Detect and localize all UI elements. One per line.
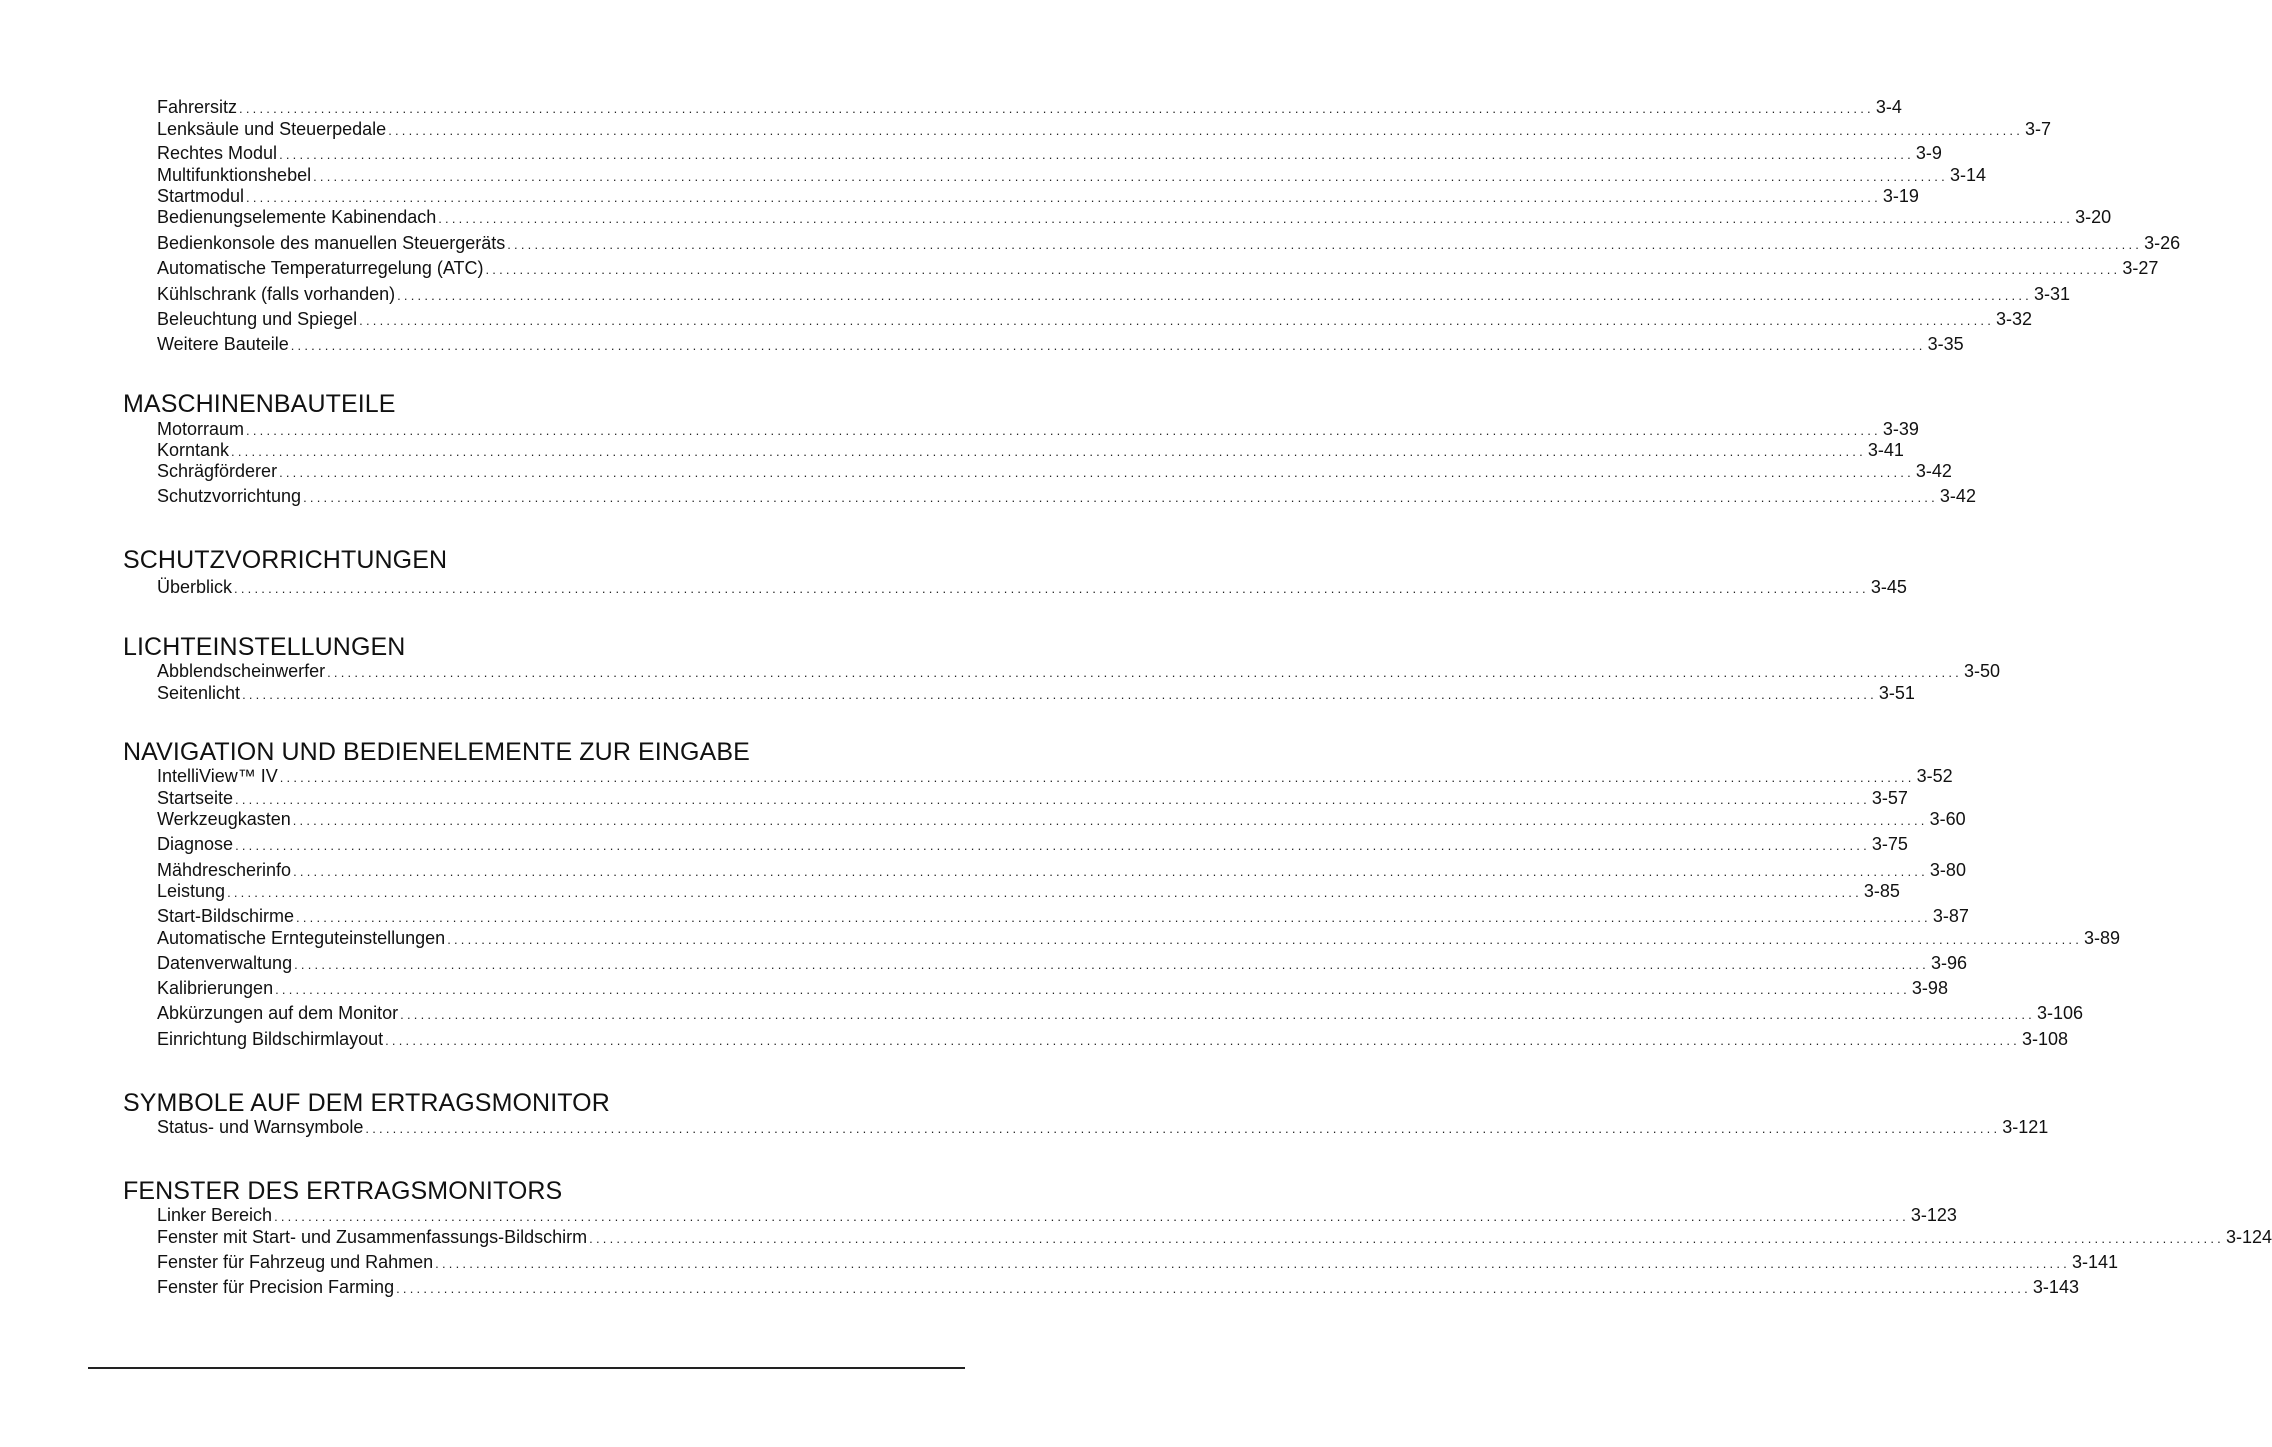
toc-entry-page: 3-108 xyxy=(2021,1029,2068,1049)
toc-entry[interactable] xyxy=(157,765,1953,787)
toc-entry-title: Leistung xyxy=(157,881,226,901)
toc-leader-dots: ................................................................................................................................................................................................................................................ xyxy=(397,288,2032,303)
toc-entry-title: Kalibrierungen xyxy=(157,978,274,998)
toc-leader-dots: ................................................................................................................................................................................................................................................ xyxy=(234,581,1869,596)
toc-entry-title: Abkürzungen auf dem Monitor xyxy=(157,1003,399,1023)
toc-entry[interactable] xyxy=(157,682,1915,704)
toc-entry-page: 3-26 xyxy=(2144,233,2181,253)
toc-entry-title: Beleuchtung und Spiegel xyxy=(157,309,358,329)
toc-entry-title: Fahrersitz xyxy=(157,97,238,117)
toc-entry-title: Weitere Bauteile xyxy=(157,334,289,354)
toc-entry[interactable] xyxy=(157,460,1952,482)
toc-entry-title: Seitenlicht xyxy=(157,683,241,703)
toc-entry-title: Rechtes Modul xyxy=(157,143,278,163)
section-heading: MASCHINENBAUTEILE xyxy=(123,390,396,418)
toc-entry-title: Start-Bildschirme xyxy=(157,906,295,926)
toc-entry-page: 3-19 xyxy=(1882,186,1919,206)
toc-entry-title: Abblendscheinwerfer xyxy=(157,661,326,681)
toc-entry-title: Fenster mit Start- und Zusammenfassungs-Bildschirm xyxy=(157,1227,588,1247)
toc-entry-page: 3-89 xyxy=(2084,928,2121,948)
section-heading: SCHUTZVORRICHTUNGEN xyxy=(123,546,448,574)
toc-leader-dots: ................................................................................................................................................................................................................................................ xyxy=(242,687,1877,702)
toc-entry-title: Startmodul xyxy=(157,186,245,206)
toc-entry-page: 3-51 xyxy=(1878,683,1915,703)
toc-entry-title: Überblick xyxy=(157,577,233,597)
toc-leader-dots: ................................................................................................................................................................................................................................................ xyxy=(385,1033,2020,1048)
toc-entry-title: Fenster für Precision Farming xyxy=(157,1277,395,1297)
toc-entry-page: 3-52 xyxy=(1916,766,1953,786)
toc-entry-page: 3-20 xyxy=(2075,207,2112,227)
toc-entry-page: 3-57 xyxy=(1871,788,1908,808)
toc-entry-page: 3-121 xyxy=(2002,1117,2049,1137)
toc-leader-dots: ................................................................................................................................................................................................................................................ xyxy=(239,101,1874,116)
toc-leader-dots: ................................................................................................................................................................................................................................................ xyxy=(400,1007,2035,1022)
toc-entry[interactable] xyxy=(157,927,2121,949)
toc-entry-page: 3-124 xyxy=(2225,1227,2272,1247)
toc-entry-title: Mähdrescherinfo xyxy=(157,860,292,880)
section-heading: LICHTEINSTELLUNGEN xyxy=(123,633,406,661)
toc-entry[interactable] xyxy=(157,1276,2079,1298)
toc-entry[interactable] xyxy=(157,142,1942,164)
toc-leader-dots: ................................................................................................................................................................................................................................................ xyxy=(388,123,2024,138)
toc-entry-title: Status- und Warnsymbole xyxy=(157,1117,364,1137)
toc-entry-title: Multifunktionshebel xyxy=(157,165,312,185)
toc-leader-dots: ................................................................................................................................................................................................................................................ xyxy=(327,665,1962,680)
toc-leader-dots: ................................................................................................................................................................................................................................................ xyxy=(227,885,1862,900)
toc-leader-dots: ................................................................................................................................................................................................................................................ xyxy=(485,262,2121,277)
toc-leader-dots: ................................................................................................................................................................................................................................................ xyxy=(589,1231,2224,1246)
toc-entry[interactable] xyxy=(157,1002,2084,1024)
toc-entry[interactable] xyxy=(157,576,1907,598)
toc-entry[interactable] xyxy=(157,333,1964,355)
toc-entry-page: 3-87 xyxy=(1932,906,1969,926)
toc-entry[interactable] xyxy=(157,905,1969,927)
toc-leader-dots: ................................................................................................................................................................................................................................................ xyxy=(293,864,1928,879)
toc-entry-page: 3-85 xyxy=(1863,881,1900,901)
toc-entry-page: 3-7 xyxy=(2025,119,2052,139)
toc-entry[interactable] xyxy=(157,1116,2049,1138)
toc-entry-page: 3-41 xyxy=(1867,440,1904,460)
toc-entry-title: Linker Bereich xyxy=(157,1205,273,1225)
toc-entry[interactable] xyxy=(157,1251,2119,1273)
toc-leader-dots: ................................................................................................................................................................................................................................................ xyxy=(246,423,1881,438)
toc-entry-page: 3-96 xyxy=(1930,953,1967,973)
toc-leader-dots: ................................................................................................................................................................................................................................................ xyxy=(435,1256,2070,1271)
toc-leader-dots: ................................................................................................................................................................................................................................................ xyxy=(275,982,1910,997)
toc-leader-dots: ................................................................................................................................................................................................................................................ xyxy=(290,338,1926,353)
toc-entry-page: 3-45 xyxy=(1870,577,1907,597)
toc-entry-page: 3-4 xyxy=(1875,97,1902,117)
toc-entry[interactable] xyxy=(157,185,1919,207)
toc-entry-title: Motorraum xyxy=(157,419,245,439)
toc-entry[interactable] xyxy=(157,164,1986,186)
toc-entry-title: Bedienungselemente Kabinendach xyxy=(157,207,437,227)
toc-entry-page: 3-50 xyxy=(1963,661,2000,681)
toc-entry[interactable] xyxy=(157,977,1948,999)
toc-entry[interactable] xyxy=(157,1028,2068,1050)
toc-entry-page: 3-42 xyxy=(1915,461,1952,481)
toc-leader-dots: ................................................................................................................................................................................................................................................ xyxy=(279,147,1914,162)
toc-entry-page: 3-31 xyxy=(2033,284,2070,304)
toc-leader-dots: ................................................................................................................................................................................................................................................ xyxy=(246,190,1881,205)
toc-entry-title: IntelliView™ IV xyxy=(157,766,278,786)
toc-entry-title: Automatische Temperaturregelung (ATC) xyxy=(157,258,484,278)
toc-entry-page: 3-123 xyxy=(1910,1205,1957,1225)
toc-entry[interactable] xyxy=(157,118,2052,140)
toc-leader-dots: ................................................................................................................................................................................................................................................ xyxy=(296,910,1931,925)
toc-entry[interactable] xyxy=(157,283,2070,305)
toc-leader-dots: ................................................................................................................................................................................................................................................ xyxy=(274,1209,1909,1224)
toc-leader-dots: ................................................................................................................................................................................................................................................ xyxy=(365,1121,2001,1136)
toc-entry-page: 3-27 xyxy=(2122,258,2159,278)
toc-leader-dots: ................................................................................................................................................................................................................................................ xyxy=(279,770,1915,785)
toc-entry-title: Korntank xyxy=(157,440,230,460)
toc-entry[interactable] xyxy=(157,439,1904,461)
toc-entry[interactable] xyxy=(157,96,1902,118)
toc-entry-title: Bedienkonsole des manuellen Steuergeräts xyxy=(157,233,506,253)
toc-entry[interactable] xyxy=(157,787,1908,809)
toc-entry[interactable] xyxy=(157,1226,2272,1248)
section-heading: FENSTER DES ERTRAGSMONITORS xyxy=(123,1177,563,1205)
toc-entry[interactable] xyxy=(157,833,1908,855)
toc-entry[interactable] xyxy=(157,308,2033,330)
toc-leader-dots: ................................................................................................................................................................................................................................................ xyxy=(279,465,1914,480)
toc-entry[interactable] xyxy=(157,418,1919,440)
toc-leader-dots: ................................................................................................................................................................................................................................................ xyxy=(359,313,1995,328)
toc-entry[interactable] xyxy=(157,206,2112,228)
toc-entry-page: 3-60 xyxy=(1929,809,1966,829)
toc-entry-page: 3-75 xyxy=(1871,834,1908,854)
toc-entry-title: Fenster für Fahrzeug und Rahmen xyxy=(157,1252,434,1272)
toc-entry-title: Werkzeugkasten xyxy=(157,809,291,829)
toc-entry-page: 3-14 xyxy=(1949,165,1986,185)
toc-entry[interactable] xyxy=(157,485,1976,507)
toc-entry-title: Datenverwaltung xyxy=(157,953,293,973)
toc-entry[interactable] xyxy=(157,660,2000,682)
toc-entry-page: 3-32 xyxy=(1996,309,2033,329)
footer-divider xyxy=(88,1367,965,1369)
toc-entry-title: Kühlschrank (falls vorhanden) xyxy=(157,284,396,304)
toc-entry-page: 3-141 xyxy=(2072,1252,2119,1272)
toc-entry-page: 3-98 xyxy=(1911,978,1948,998)
toc-entry-page: 3-106 xyxy=(2036,1003,2084,1023)
toc-entry-title: Diagnose xyxy=(157,834,234,854)
toc-entry-title: Lenksäule und Steuerpedale xyxy=(157,119,387,139)
toc-entry[interactable] xyxy=(157,859,1966,881)
toc-leader-dots: ................................................................................................................................................................................................................................................ xyxy=(396,1281,2031,1296)
toc-leader-dots: ................................................................................................................................................................................................................................................ xyxy=(231,444,1866,459)
toc-entry[interactable] xyxy=(157,880,1900,902)
toc-entry-page: 3-143 xyxy=(2032,1277,2079,1297)
toc-entry-title: Schutzvorrichtung xyxy=(157,486,302,506)
toc-leader-dots: ................................................................................................................................................................................................................................................ xyxy=(235,792,1870,807)
toc-leader-dots: ................................................................................................................................................................................................................................................ xyxy=(292,813,1928,828)
toc-leader-dots: ................................................................................................................................................................................................................................................ xyxy=(313,169,1948,184)
toc-leader-dots: ................................................................................................................................................................................................................................................ xyxy=(507,237,2143,252)
toc-entry[interactable] xyxy=(157,1204,1957,1226)
toc-leader-dots: ................................................................................................................................................................................................................................................ xyxy=(438,211,2074,226)
toc-entry-title: Startseite xyxy=(157,788,234,808)
toc-leader-dots: ................................................................................................................................................................................................................................................ xyxy=(235,838,1870,853)
toc-entry-page: 3-35 xyxy=(1927,334,1964,354)
toc-entry[interactable] xyxy=(157,232,2181,254)
toc-entry-title: Einrichtung Bildschirmlayout xyxy=(157,1029,384,1049)
toc-leader-dots: ................................................................................................................................................................................................................................................ xyxy=(447,932,2083,947)
toc-entry-title: Automatische Ernteguteinstellungen xyxy=(157,928,446,948)
toc-entry-page: 3-9 xyxy=(1915,143,1942,163)
toc-entry[interactable] xyxy=(157,808,1966,830)
toc-entry-page: 3-39 xyxy=(1882,419,1919,439)
toc-entry-page: 3-80 xyxy=(1929,860,1966,880)
toc-entry[interactable] xyxy=(157,257,2159,279)
section-heading: SYMBOLE AUF DEM ERTRAGSMONITOR xyxy=(123,1089,610,1117)
toc-leader-dots: ................................................................................................................................................................................................................................................ xyxy=(294,957,1929,972)
toc-entry[interactable] xyxy=(157,952,1967,974)
section-heading: NAVIGATION UND BEDIENELEMENTE ZUR EINGABE xyxy=(123,738,750,766)
toc-leader-dots: ................................................................................................................................................................................................................................................ xyxy=(303,490,1938,505)
toc-entry-page: 3-42 xyxy=(1939,486,1976,506)
toc-entry-title: Schrägförderer xyxy=(157,461,278,481)
